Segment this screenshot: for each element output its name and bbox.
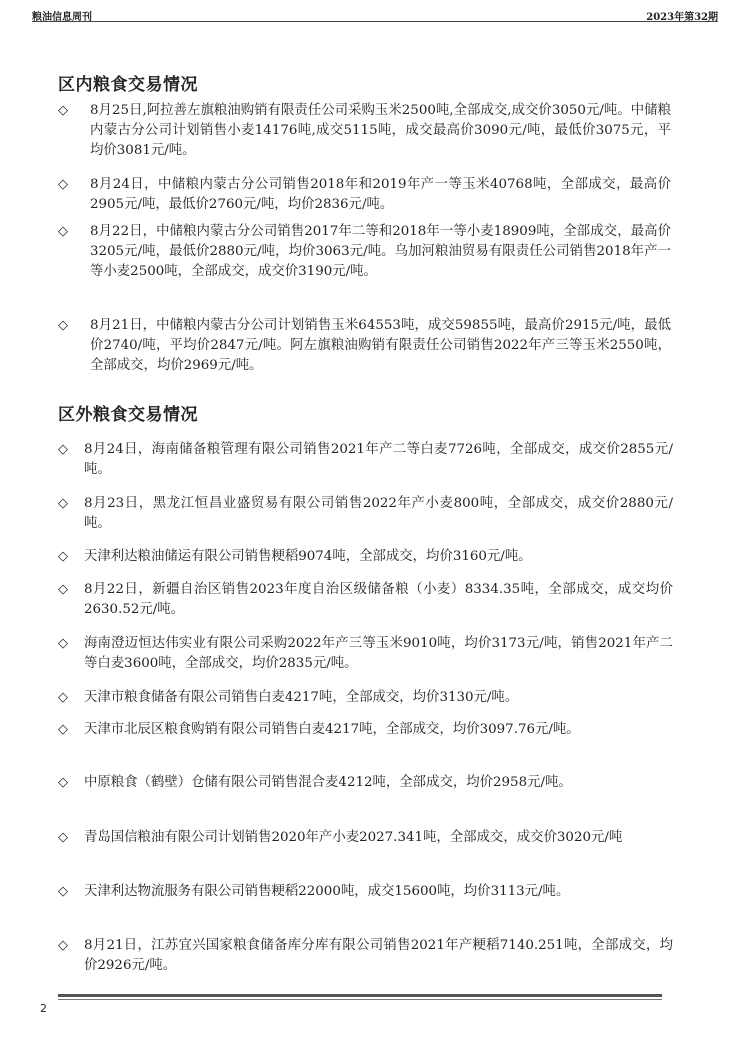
list-item (58, 175, 671, 215)
publication-name: 粮油信息周刊 (32, 12, 92, 23)
item-text: 海南澄迈恒达伟实业有限公司采购2022年产三等玉米9010吨，均价3173元/吨，销售2021年产二等白麦3600吨，全部成交，均价2835元/吨。 (84, 636, 673, 671)
item-text: 8月25日,阿拉善左旗粮油购销有限责任公司采购玉米2500吨,全部成交,成交价3050元/吨。中储粮内蒙古分公司计划销售小麦14176吨,成交5115吨，成交最高价3090元/吨，最低价3075元，平均价3081元/吨。 (90, 103, 671, 158)
item-text: 8月24日，中储粮内蒙古分公司销售2018年和2019年产一等玉米40768吨，全部成交，最高价2905元/吨，最低价2760元/吨，均价2836元/吨。 (90, 177, 671, 212)
list-item (58, 580, 673, 620)
diamond-bullet-icon: ◇ (58, 884, 68, 899)
diamond-bullet-icon: ◇ (58, 830, 68, 845)
item-text: 天津市北辰区粮食购销有限公司销售白麦4217吨，全部成交，均价3097.76元/吨。 (84, 722, 580, 737)
item-text: 青岛国信粮油有限公司计划销售2020年产小麦2027.341吨，全部成交，成交价3020元/吨 (84, 830, 623, 845)
item-text: 天津市粮食储备有限公司销售白麦4217吨，全部成交，均价3130元/吨。 (84, 690, 519, 705)
list-item (58, 688, 673, 708)
diamond-bullet-icon: ◇ (58, 496, 68, 511)
list-item (58, 828, 673, 848)
item-text: 8月21日，江苏宜兴国家粮食储备库分库有限公司销售2021年产粳稻7140.251吨，全部成交，均价2926元/吨。 (84, 938, 673, 973)
diamond-bullet-icon: ◇ (58, 775, 68, 790)
item-text: 8月22日，新疆自治区销售2023年度自治区级储备粮（小麦）8334.35吨，全部成交，成交均价2630.52元/吨。 (84, 582, 673, 617)
section-title-external: 区外粮食交易情况 (58, 405, 198, 425)
list-item (58, 720, 673, 740)
item-text: 中原粮食（鹤壁）仓储有限公司销售混合麦4212吨，全部成交，均价2958元/吨。 (84, 775, 572, 790)
diamond-bullet-icon: ◇ (58, 177, 68, 192)
issue-number: 2023年第32期 (646, 12, 718, 23)
list-item (58, 494, 673, 534)
list-item (58, 547, 673, 567)
footer-divider-thin (58, 999, 662, 1000)
footer-divider-thick (58, 994, 662, 997)
item-text: 天津利达物流服务有限公司销售粳稻22000吨，成交15600吨，均价3113元/吨。 (84, 884, 570, 899)
list-item (58, 773, 673, 793)
diamond-bullet-icon: ◇ (58, 582, 68, 597)
diamond-bullet-icon: ◇ (58, 938, 68, 953)
list-item (58, 440, 673, 480)
item-text: 8月24日，海南储备粮管理有限公司销售2021年产二等白麦7726吨，全部成交，成交价2855元/吨。 (84, 442, 673, 477)
list-item (58, 882, 673, 902)
list-item (58, 316, 671, 376)
diamond-bullet-icon: ◇ (58, 442, 68, 457)
list-item (58, 222, 671, 282)
diamond-bullet-icon: ◇ (58, 103, 68, 118)
item-text: 8月22日，中储粮内蒙古分公司销售2017年二等和2018年一等小麦18909吨，全部成交，最高价3205元/吨，最低价2880元/吨，均价3063元/吨。乌加河粮油贸易有限责任公司销售2018年产一等小麦2500吨，全部成交，成交价3190元/吨。 (90, 224, 671, 279)
item-text: 8月21日，中储粮内蒙古分公司计划销售玉米64553吨，成交59855吨，最高价2915元/吨，最低价2740/吨，平均价2847元/吨。阿左旗粮油购销有限责任公司销售2022年产三等玉米2550吨，全部成交，均价2969元/吨。 (90, 318, 671, 373)
page-number: 2 (40, 1002, 47, 1015)
list-item (58, 101, 671, 161)
diamond-bullet-icon: ◇ (58, 690, 68, 705)
diamond-bullet-icon: ◇ (58, 722, 68, 737)
item-text: 天津利达粮油储运有限公司销售粳稻9074吨，全部成交，均价3160元/吨。 (84, 549, 532, 564)
diamond-bullet-icon: ◇ (58, 224, 68, 239)
section-title-domestic: 区内粮食交易情况 (58, 75, 198, 95)
diamond-bullet-icon: ◇ (58, 549, 68, 564)
diamond-bullet-icon: ◇ (58, 636, 68, 651)
list-item (58, 634, 673, 674)
item-text: 8月23日，黑龙江恒昌业盛贸易有限公司销售2022年产小麦800吨，全部成交，成交价2880元/吨。 (84, 496, 673, 531)
header-divider (32, 21, 718, 22)
list-item (58, 936, 673, 976)
diamond-bullet-icon: ◇ (58, 318, 68, 333)
